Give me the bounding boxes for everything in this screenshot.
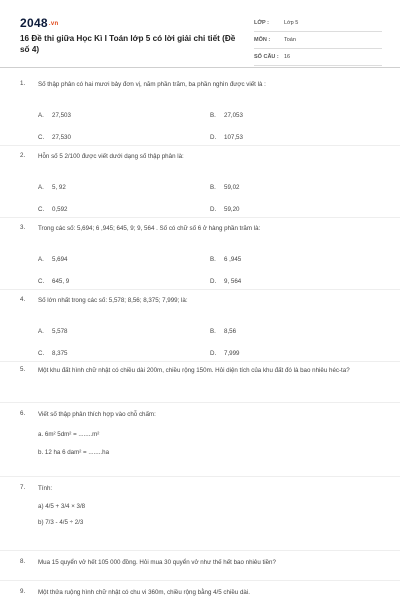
option-letter: D.: [210, 134, 217, 141]
option-a[interactable]: [38, 256, 67, 263]
mixed-fraction: 5 2/100: [59, 153, 80, 160]
meta-row-class: [254, 15, 382, 32]
option-letter: B.: [210, 328, 216, 335]
question-options: [20, 234, 382, 285]
option-value: 27,053: [224, 112, 243, 119]
question-divider: [0, 580, 400, 581]
question-2: [20, 152, 382, 213]
meta-label: LỚP :: [254, 20, 269, 26]
option-a[interactable]: [38, 112, 71, 119]
question-text: Viết số thập phân thích hợp vào chỗ chấm:: [38, 411, 156, 418]
option-c[interactable]: [38, 206, 67, 213]
option-value: 27,530: [52, 134, 71, 141]
option-a[interactable]: [38, 328, 67, 335]
question-options: [20, 306, 382, 357]
option-b[interactable]: [210, 256, 241, 263]
question-number: 1.: [20, 80, 26, 87]
option-a[interactable]: [38, 184, 66, 191]
option-d[interactable]: [210, 278, 241, 285]
option-value: 27,503: [52, 112, 71, 119]
option-letter: C.: [38, 278, 45, 285]
meta-label: MÔN :: [254, 37, 271, 43]
question-number: 2.: [20, 152, 26, 159]
question-number: 8.: [20, 558, 26, 565]
question-6: [20, 410, 382, 458]
document-title: 16 Đề thi giữa Học Kì I Toán lớp 5 có lời giải chi tiết (Đề số 4): [20, 34, 236, 54]
question-text: [38, 152, 382, 162]
question-options: [20, 90, 382, 141]
meta-value: Toán: [284, 37, 296, 43]
question-text-after: được viết dưới dạng số thập phân là:: [79, 153, 184, 160]
logo-text: 2048: [20, 16, 48, 30]
option-letter: C.: [38, 350, 45, 357]
question-text: Số lớn nhất trong các số: 5,578; 8,56; 8,375; 7,999; là:: [38, 297, 188, 304]
option-letter: A.: [38, 328, 44, 335]
question-number: 6.: [20, 410, 26, 417]
option-c[interactable]: [38, 278, 69, 285]
option-letter: B.: [210, 112, 216, 119]
option-d[interactable]: [210, 350, 239, 357]
question-options: [20, 162, 382, 213]
option-letter: B.: [210, 256, 216, 263]
option-value: 6 ,945: [224, 256, 242, 263]
option-value: 59,20: [224, 206, 240, 213]
option-value: 59,02: [224, 184, 240, 191]
question-number: 5.: [20, 366, 26, 373]
meta-row-count: [254, 49, 382, 66]
sub-question-b: b. 12 ha 6 dam² = ........ha: [38, 449, 110, 456]
question-1: [20, 80, 382, 141]
question-number: 9.: [20, 588, 26, 595]
question-7: [20, 484, 382, 528]
option-value: 107,53: [224, 134, 243, 141]
question-text: Một thửa ruộng hình chữ nhật có chu vi 360m, chiều rộng bằng 4/5 chiều dài.: [38, 589, 250, 596]
option-d[interactable]: [210, 134, 243, 141]
option-c[interactable]: [38, 350, 67, 357]
meta-label: SỐ CÂU :: [254, 54, 279, 60]
option-letter: B.: [210, 184, 216, 191]
meta-row-subject: [254, 32, 382, 49]
sub-question-a: a. 6m² 5dm² = ........m²: [38, 431, 100, 438]
question-divider: [0, 361, 400, 362]
question-8: [20, 558, 382, 568]
question-text: Một khu đất hình chữ nhật có chiều dài 200m, chiều rộng 150m. Hỏi diện tích của khu đất đó là bao nhiêu héc-ta?: [38, 367, 350, 374]
sub-question-b: b) 7/3 - 4/5 ÷ 2/3: [38, 519, 84, 526]
option-letter: C.: [38, 206, 45, 213]
question-text-before: Hỗn số: [38, 153, 60, 160]
question-text: Mua 15 quyển vở hết 105 000 đồng. Hỏi mua 30 quyển vở như thế hết bao nhiêu tiền?: [38, 559, 276, 566]
logo-suffix: .vn: [48, 20, 59, 27]
option-b[interactable]: [210, 112, 243, 119]
option-value: 8,56: [224, 328, 237, 335]
option-letter: D.: [210, 206, 217, 213]
option-value: 9, 564: [224, 278, 242, 285]
option-value: 5,578: [52, 328, 68, 335]
option-letter: D.: [210, 278, 217, 285]
option-value: 645, 9: [52, 278, 70, 285]
question-divider: [0, 145, 400, 146]
option-d[interactable]: [210, 206, 239, 213]
header-divider: [0, 67, 400, 68]
question-divider: [0, 550, 400, 551]
question-4: [20, 296, 382, 357]
option-letter: A.: [38, 184, 44, 191]
question-text: Trong các số: 5,694; 6 ,945; 645, 9; 9, 564 . Số có chữ số 6 ở hàng phần trăm là:: [38, 225, 261, 232]
option-letter: D.: [210, 350, 217, 357]
option-value: 5, 92: [52, 184, 66, 191]
question-divider: [0, 217, 400, 218]
option-value: 0,592: [52, 206, 68, 213]
option-b[interactable]: [210, 328, 236, 335]
option-letter: A.: [38, 112, 44, 119]
question-divider: [0, 476, 400, 477]
question-divider: [0, 289, 400, 290]
option-value: 7,999: [224, 350, 240, 357]
question-divider: [0, 402, 400, 403]
option-b[interactable]: [210, 184, 239, 191]
question-number: 4.: [20, 296, 26, 303]
page-header: [0, 0, 400, 70]
question-9: [20, 588, 382, 598]
meta-value: 16: [284, 54, 291, 60]
option-letter: C.: [38, 134, 45, 141]
option-letter: A.: [38, 256, 44, 263]
meta-value: Lớp 5: [284, 20, 299, 26]
site-logo[interactable]: [20, 16, 58, 30]
question-text: Tính:: [38, 485, 53, 492]
sub-question-a: a) 4/5 + 3/4 × 3/8: [38, 503, 86, 510]
option-value: 5,694: [52, 256, 68, 263]
question-number: 7.: [20, 484, 26, 491]
question-3: [20, 224, 382, 285]
question-number: 3.: [20, 224, 26, 231]
question-text: Số thập phân có hai mươi bảy đơn vị, năm phần trăm, ba phần nghìn được viết là :: [38, 81, 266, 88]
option-value: 8,375: [52, 350, 68, 357]
question-5: [20, 366, 382, 376]
option-c[interactable]: [38, 134, 71, 141]
document-meta: [254, 15, 382, 66]
